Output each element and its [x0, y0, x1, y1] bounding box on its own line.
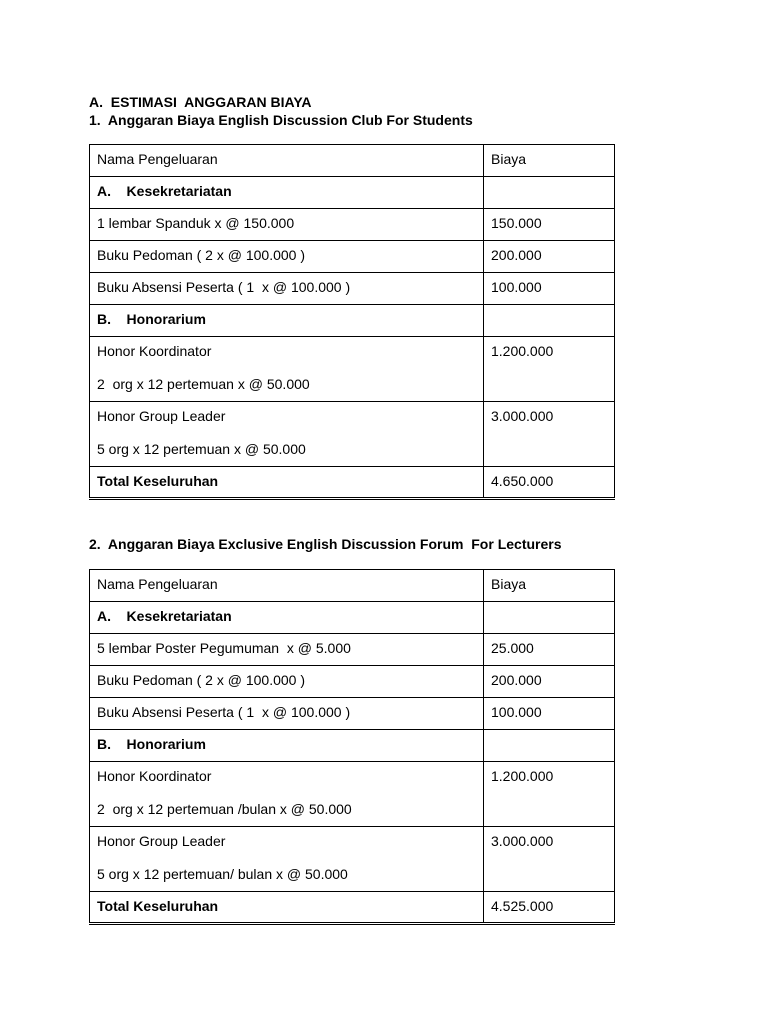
cost-cell: 100.000 [484, 698, 615, 730]
header-cost-cell: Biaya [484, 145, 615, 177]
empty-cell [484, 305, 615, 337]
table-2-title: 2. Anggaran Biaya Exclusive English Discussion Forum For Lecturers [89, 536, 562, 552]
cost-cell: 1.200.000 [484, 337, 615, 402]
cost-cell: 3.000.000 [484, 827, 615, 892]
table-row [90, 402, 615, 467]
item-cell [90, 827, 484, 892]
table-1-title: 1. Anggaran Biaya English Discussion Club For Students [89, 112, 473, 128]
item-cell [90, 762, 484, 827]
item-cell: 1 lembar Spanduk x @ 150.000 [90, 209, 484, 241]
table-row [90, 634, 615, 666]
section-label: A. Kesekretariatan [90, 602, 484, 634]
section-row-honorarium [90, 730, 615, 762]
item-detail: 5 org x 12 pertemuan/ bulan x @ 50.000 [97, 866, 348, 882]
budget-table-2 [89, 569, 615, 925]
item-name: Honor Koordinator [97, 343, 212, 359]
budget-table-1 [89, 144, 615, 500]
total-row [90, 467, 615, 499]
total-label: Total Keseluruhan [90, 467, 484, 499]
cost-cell: 200.000 [484, 241, 615, 273]
item-name: Honor Group Leader [97, 408, 226, 424]
item-detail: 2 org x 12 pertemuan /bulan x @ 50.000 [97, 801, 352, 817]
table-row [90, 209, 615, 241]
header-item-cell: Nama Pengeluaran [90, 570, 484, 602]
total-label: Total Keseluruhan [90, 892, 484, 924]
table-header-row [90, 570, 615, 602]
table-header-row [90, 145, 615, 177]
cost-cell: 25.000 [484, 634, 615, 666]
cost-cell: 150.000 [484, 209, 615, 241]
section-label: B. Honorarium [90, 730, 484, 762]
table-row [90, 241, 615, 273]
item-cell: Buku Pedoman ( 2 x @ 100.000 ) [90, 241, 484, 273]
section-row-honorarium [90, 305, 615, 337]
empty-cell [484, 730, 615, 762]
cost-cell: 200.000 [484, 666, 615, 698]
header-cost-cell: Biaya [484, 570, 615, 602]
item-detail: 5 org x 12 pertemuan x @ 50.000 [97, 441, 306, 457]
table-row [90, 762, 615, 827]
item-cell [90, 402, 484, 467]
item-name: Honor Koordinator [97, 768, 212, 784]
table-row [90, 698, 615, 730]
item-cell: 5 lembar Poster Pegumuman x @ 5.000 [90, 634, 484, 666]
section-label: A. Kesekretariatan [90, 177, 484, 209]
empty-cell [484, 602, 615, 634]
item-name: Honor Group Leader [97, 833, 226, 849]
total-cost: 4.525.000 [484, 892, 615, 924]
table-row [90, 827, 615, 892]
section-title: A. ESTIMASI ANGGARAN BIAYA [89, 94, 312, 110]
item-cell: Buku Absensi Peserta ( 1 x @ 100.000 ) [90, 698, 484, 730]
item-cell [90, 337, 484, 402]
table-row [90, 337, 615, 402]
cost-cell: 100.000 [484, 273, 615, 305]
cost-cell: 3.000.000 [484, 402, 615, 467]
section-row-kesekretariatan [90, 602, 615, 634]
total-cost: 4.650.000 [484, 467, 615, 499]
empty-cell [484, 177, 615, 209]
item-cell: Buku Absensi Peserta ( 1 x @ 100.000 ) [90, 273, 484, 305]
item-detail: 2 org x 12 pertemuan x @ 50.000 [97, 376, 310, 392]
section-label: B. Honorarium [90, 305, 484, 337]
table-row [90, 273, 615, 305]
table-row [90, 666, 615, 698]
section-row-kesekretariatan [90, 177, 615, 209]
item-cell: Buku Pedoman ( 2 x @ 100.000 ) [90, 666, 484, 698]
header-item-cell: Nama Pengeluaran [90, 145, 484, 177]
total-row [90, 892, 615, 924]
cost-cell: 1.200.000 [484, 762, 615, 827]
